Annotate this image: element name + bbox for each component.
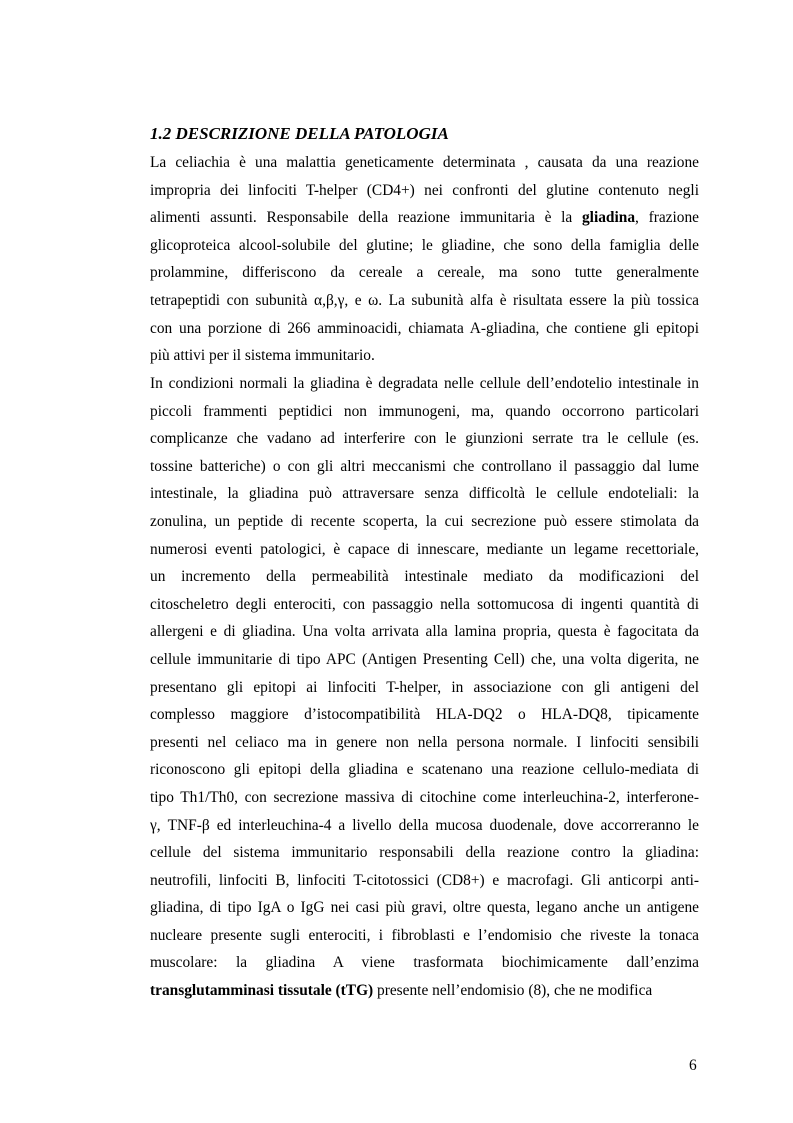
text-run: intestinale, la gliadina può attraversare senza difficoltà le cellule endoteliali: la xyxy=(150,485,699,503)
paragraph-celiachia-definition xyxy=(150,149,699,370)
text-run: un incremento della permeabilità intestinale mediato da modificazioni del xyxy=(150,568,699,586)
text-run: muscolare: la gliadina A viene trasformata biochimicamente dall’enzima xyxy=(150,954,699,972)
text-line xyxy=(150,812,699,840)
text-run: tetrapeptidi con subunità α,β,γ, e ω. La subunità alfa è risultata essere la più tossica xyxy=(150,291,699,309)
text-run: zonulina, un peptide di recente scoperta, la cui secrezione può essere stimolata da xyxy=(150,512,699,530)
bold-term: gliadina xyxy=(581,209,636,227)
text-run: presentano gli epitopi ai linfociti T-helper, in associazione con gli antigeni del xyxy=(150,678,699,696)
text-line xyxy=(150,342,699,370)
text-line xyxy=(150,177,699,205)
text-line xyxy=(150,922,699,950)
text-run: tossine batteriche) o con gli altri meccanismi che controllano il passaggio dal lume xyxy=(150,457,699,475)
text-line xyxy=(150,259,699,287)
text-line xyxy=(150,287,699,315)
text-line xyxy=(150,370,699,398)
text-run: impropria dei linfociti T-helper (CD4+) nei confronti del glutine contenuto negli xyxy=(150,181,699,199)
text-run: complicanze che vadano ad interferire con le giunzioni serrate tra le cellule (es. xyxy=(150,430,699,448)
text-run: γ, TNF-β ed interleuchina-4 a livello della mucosa duodenale, dove accorreranno le xyxy=(150,816,699,834)
text-line xyxy=(150,839,699,867)
text-line xyxy=(150,232,699,260)
text-line xyxy=(150,756,699,784)
text-line xyxy=(150,867,699,895)
text-run: complesso maggiore d’istocompatibilità HLA-DQ2 o HLA-DQ8, tipicamente xyxy=(150,706,699,724)
text-run: piccoli frammenti peptidici non immunogeni, ma, quando occorrono particolari xyxy=(150,402,699,420)
text-line xyxy=(150,204,699,232)
text-run: glicoproteica alcool-solubile del glutine; le gliadine, che sono della famiglia delle xyxy=(150,236,699,254)
page-number: 6 xyxy=(689,1057,697,1074)
bold-term: transglutamminasi tissutale (tTG) xyxy=(150,982,374,1000)
text-line xyxy=(150,646,699,674)
text-line xyxy=(150,784,699,812)
text-line xyxy=(150,536,699,564)
text-line xyxy=(150,425,699,453)
text-run: cellule del sistema immunitario responsabili della reazione contro la gliadina: xyxy=(150,844,699,862)
text-line xyxy=(150,563,699,591)
text-line xyxy=(150,508,699,536)
text-run: più attivi per il sistema immunitario. xyxy=(150,347,375,365)
text-line xyxy=(150,591,699,619)
text-line xyxy=(150,977,699,1005)
text-line xyxy=(150,453,699,481)
text-run: presente nell’endomisio (8), che ne modifica xyxy=(373,982,653,1000)
text-run: riconoscono gli epitopi della gliadina e scatenano una reazione cellulo-mediata di xyxy=(150,761,699,779)
text-run: allergeni e di gliadina. Una volta arrivata alla lamina propria, questa è fagocitata da xyxy=(150,623,699,641)
text-run: prolammine, differiscono da cereale a cereale, ma sono tutte generalmente xyxy=(150,264,699,282)
section-heading: 1.2 DESCRIZIONE DELLA PATOLOGIA xyxy=(150,124,449,143)
text-run: presenti nel celiaco ma in genere non nella persona normale. I linfociti sensibili xyxy=(150,733,699,751)
text-line xyxy=(150,894,699,922)
paragraph-gliadina-pathway xyxy=(150,370,699,1005)
text-run: numerosi eventi patologici, è capace di innescare, mediante un legame recettoriale, xyxy=(150,540,699,558)
text-run: , frazione xyxy=(635,209,699,227)
text-run: alimenti assunti. Responsabile della reazione immunitaria è la xyxy=(150,209,582,227)
text-run: nucleare presente sugli enterociti, i fibroblasti e l’endomisio che riveste la tonaca xyxy=(150,926,699,944)
text-run: tipo Th1/Th0, con secrezione massiva di citochine come interleuchina-2, interferone- xyxy=(150,788,699,806)
text-line xyxy=(150,701,699,729)
text-line xyxy=(150,674,699,702)
text-line xyxy=(150,729,699,757)
text-line xyxy=(150,480,699,508)
text-line xyxy=(150,949,699,977)
text-line xyxy=(150,398,699,426)
text-line xyxy=(150,149,699,177)
text-run: gliadina, di tipo IgA o IgG nei casi più gravi, oltre questa, legano anche un antigene xyxy=(150,899,699,917)
text-run: neutrofili, linfociti B, linfociti T-citotossici (CD8+) e macrofagi. Gli anticorpi anti- xyxy=(150,871,699,889)
text-line xyxy=(150,315,699,343)
text-run: In condizioni normali la gliadina è degradata nelle cellule dell’endotelio intestinale in xyxy=(150,375,699,392)
text-line xyxy=(150,618,699,646)
text-run: con una porzione di 266 amminoacidi, chiamata A-gliadina, che contiene gli epitopi xyxy=(150,319,699,337)
text-run: cellule immunitarie di tipo APC (Antigen Presenting Cell) che, una volta digerita, ne xyxy=(150,650,699,668)
text-run: citoscheletro degli enterociti, con passaggio nella sottomucosa di ingenti quantità di xyxy=(150,595,699,613)
text-run: La celiachia è una malattia geneticamente determinata , causata da una reazione xyxy=(150,154,699,171)
